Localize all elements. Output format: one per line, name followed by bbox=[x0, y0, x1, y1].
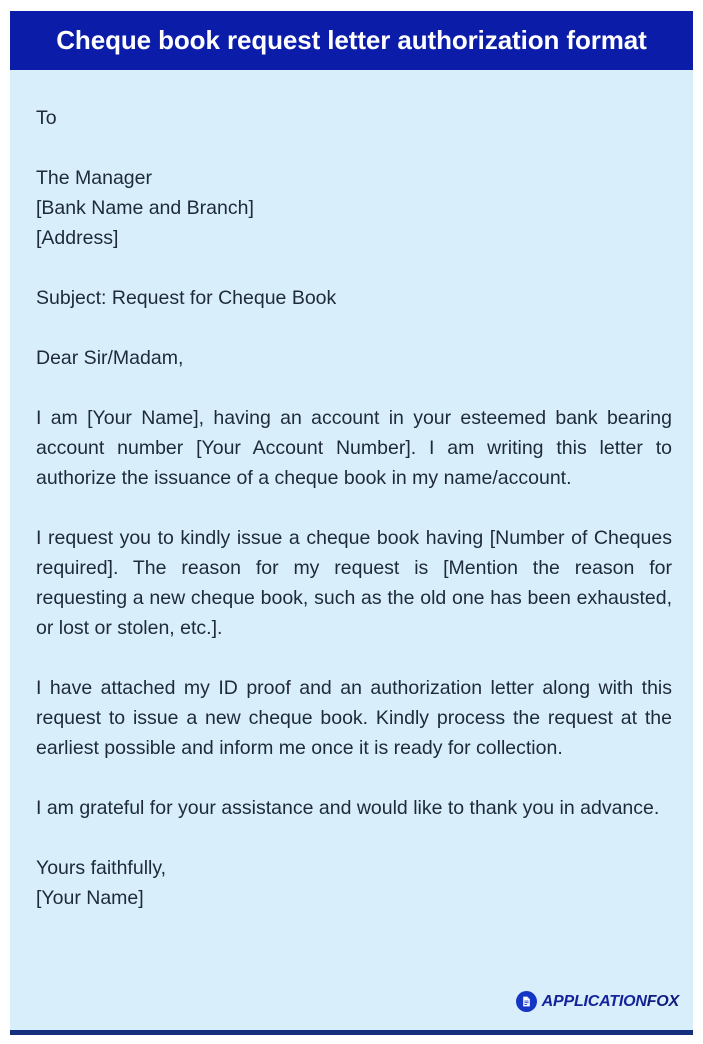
recipient-address-block bbox=[36, 163, 672, 253]
recipient-line-3: [Address] bbox=[36, 227, 119, 249]
closing-line-1: Yours faithfully, bbox=[36, 857, 167, 879]
letter-body bbox=[10, 70, 693, 1035]
letter-document-card bbox=[10, 11, 693, 1035]
salutation-to-block bbox=[36, 103, 672, 133]
brand-logo-text bbox=[542, 994, 679, 1010]
salutation-to-text: To bbox=[36, 107, 57, 129]
closing-line-2: [Your Name] bbox=[36, 887, 144, 909]
subject-text: Subject: Request for Cheque Book bbox=[36, 287, 337, 309]
brand-name-secondary: FOX bbox=[646, 992, 679, 1010]
recipient-line-2: [Bank Name and Branch] bbox=[36, 197, 254, 219]
greeting-text: Dear Sir/Madam, bbox=[36, 347, 184, 369]
paragraph-2: I request you to kindly issue a cheque book having [Number of Cheques required]. The reason for my request is [Mention the reason for requesting a new cheque book, such as the old one has been exhausted, or lost or stolen, etc.]. bbox=[36, 527, 672, 639]
paragraph-3: I have attached my ID proof and an authorization letter along with this request to issue a new cheque book. Kindly process the request at the earliest possible and inform me once it is ready for collection. bbox=[36, 677, 672, 759]
brand-name-primary: APPLICATION bbox=[541, 992, 647, 1010]
greeting-block bbox=[36, 343, 672, 373]
document-header-banner bbox=[10, 11, 693, 70]
bottom-rule bbox=[10, 1030, 693, 1035]
brand-logo bbox=[516, 991, 679, 1012]
paragraph-1: I am [Your Name], having an account in your esteemed bank bearing account number [Your Account Number]. I am writing this letter to authorize the issuance of a cheque book in my name/account. bbox=[36, 407, 672, 489]
document-title: Cheque book request letter authorization format bbox=[56, 25, 647, 56]
closing-block bbox=[36, 853, 672, 913]
document-circle-icon bbox=[516, 991, 537, 1012]
recipient-line-1: The Manager bbox=[36, 167, 152, 189]
subject-block bbox=[36, 283, 672, 313]
paragraph-4: I am grateful for your assistance and would like to thank you in advance. bbox=[36, 797, 660, 819]
